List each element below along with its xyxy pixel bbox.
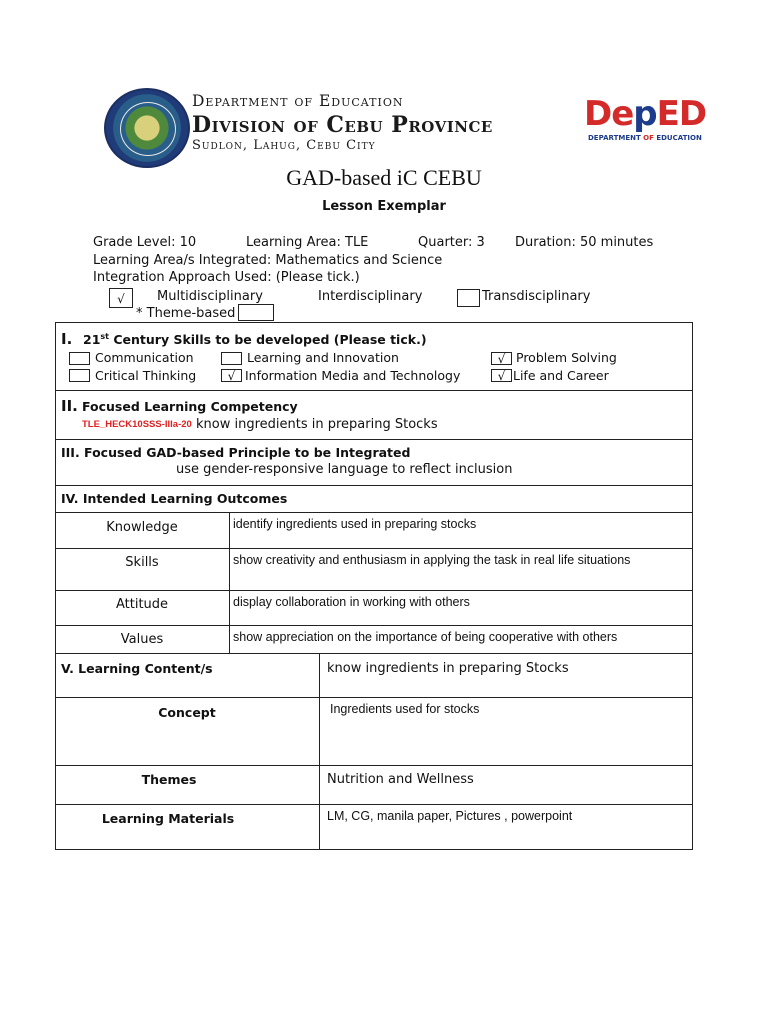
section-3-title: III. Focused GAD-based Principle to be Integrated bbox=[61, 445, 411, 460]
info-media-tech-checkbox[interactable]: √ bbox=[221, 369, 242, 382]
header-division: Division of Cebu Province bbox=[192, 112, 493, 138]
section-2-numeral: II. bbox=[61, 397, 78, 415]
section-1-numeral: I. bbox=[61, 330, 73, 348]
learning-area: Learning Area: TLE bbox=[246, 235, 369, 250]
integration-approach-label: Integration Approach Used: (Please tick.) bbox=[93, 270, 360, 285]
life-career-checkbox[interactable]: √ bbox=[491, 369, 512, 382]
quarter: Quarter: 3 bbox=[418, 235, 485, 250]
header-address: Sudlon, Lahug, Cebu City bbox=[192, 138, 376, 153]
deped-logo: DepED DEPARTMENT OF EDUCATION bbox=[584, 94, 707, 142]
section-5-title: V. Learning Content/s bbox=[61, 661, 213, 676]
outcome-label-knowledge: Knowledge bbox=[106, 520, 178, 535]
section-2-title: Focused Learning Competency bbox=[82, 399, 298, 414]
communication-checkbox[interactable] bbox=[69, 352, 90, 365]
page-subtitle: Lesson Exemplar bbox=[322, 199, 446, 214]
info-media-tech-label: Information Media and Technology bbox=[245, 368, 461, 383]
learning-innovation-checkbox[interactable] bbox=[221, 352, 242, 365]
multidisciplinary-checkbox[interactable]: √ bbox=[109, 288, 133, 308]
learning-materials-value: LM, CG, manila paper, Pictures , powerpoint bbox=[327, 809, 573, 823]
themes-label: Themes bbox=[141, 772, 197, 787]
grade-level: Grade Level: 10 bbox=[93, 235, 197, 250]
communication-label: Communication bbox=[95, 350, 194, 365]
outcome-value-skills: show creativity and enthusiasm in applying the task in real life situations bbox=[233, 553, 631, 567]
problem-solving-checkbox[interactable]: √ bbox=[491, 352, 512, 365]
section-4-title: IV. Intended Learning Outcomes bbox=[61, 491, 288, 506]
competency-text: know ingredients in preparing Stocks bbox=[196, 417, 438, 432]
transdisciplinary-checkbox[interactable] bbox=[457, 289, 480, 307]
outcome-value-attitude: display collaboration in working with others bbox=[233, 595, 470, 609]
learning-materials-label: Learning Materials bbox=[101, 811, 235, 826]
outcome-value-values: show appreciation on the importance of being cooperative with others bbox=[233, 630, 618, 644]
transdisciplinary-label: Transdisciplinary bbox=[482, 289, 591, 304]
header-department: Department of Education bbox=[192, 92, 404, 110]
gad-principle-text: use gender-responsive language to reflect inclusion bbox=[176, 462, 513, 477]
outcome-label-attitude: Attitude bbox=[115, 597, 169, 612]
theme-based-label: * Theme-based bbox=[136, 306, 236, 321]
multidisciplinary-label: Multidisciplinary bbox=[157, 289, 263, 304]
section-1-title: 21st Century Skills to be developed (Please tick.) bbox=[83, 332, 427, 348]
learning-innovation-label: Learning and Innovation bbox=[247, 350, 399, 365]
concept-label: Concept bbox=[158, 705, 216, 720]
learning-content-text: know ingredients in preparing Stocks bbox=[327, 661, 569, 676]
interdisciplinary-label: Interdisciplinary bbox=[318, 289, 423, 304]
life-career-label: Life and Career bbox=[513, 368, 609, 383]
outcome-label-values: Values bbox=[120, 632, 164, 647]
page-title: GAD-based iC CEBU bbox=[286, 165, 482, 190]
themes-value: Nutrition and Wellness bbox=[327, 772, 474, 787]
critical-thinking-checkbox[interactable] bbox=[69, 369, 90, 382]
problem-solving-label: Problem Solving bbox=[516, 350, 617, 365]
outcome-label-skills: Skills bbox=[125, 555, 159, 570]
duration: Duration: 50 minutes bbox=[515, 235, 654, 250]
competency-code: TLE_HECK10SSS-IIIa-20 bbox=[82, 419, 192, 430]
deped-logo-subtext: DEPARTMENT OF EDUCATION bbox=[588, 134, 702, 142]
learning-areas-integrated: Learning Area/s Integrated: Mathematics and Science bbox=[93, 253, 443, 268]
concept-value: Ingredients used for stocks bbox=[330, 702, 480, 716]
critical-thinking-label: Critical Thinking bbox=[95, 368, 197, 383]
division-seal-logo bbox=[104, 88, 190, 168]
outcome-value-knowledge: identify ingredients used in preparing stocks bbox=[233, 517, 477, 531]
theme-based-checkbox[interactable] bbox=[238, 304, 274, 321]
